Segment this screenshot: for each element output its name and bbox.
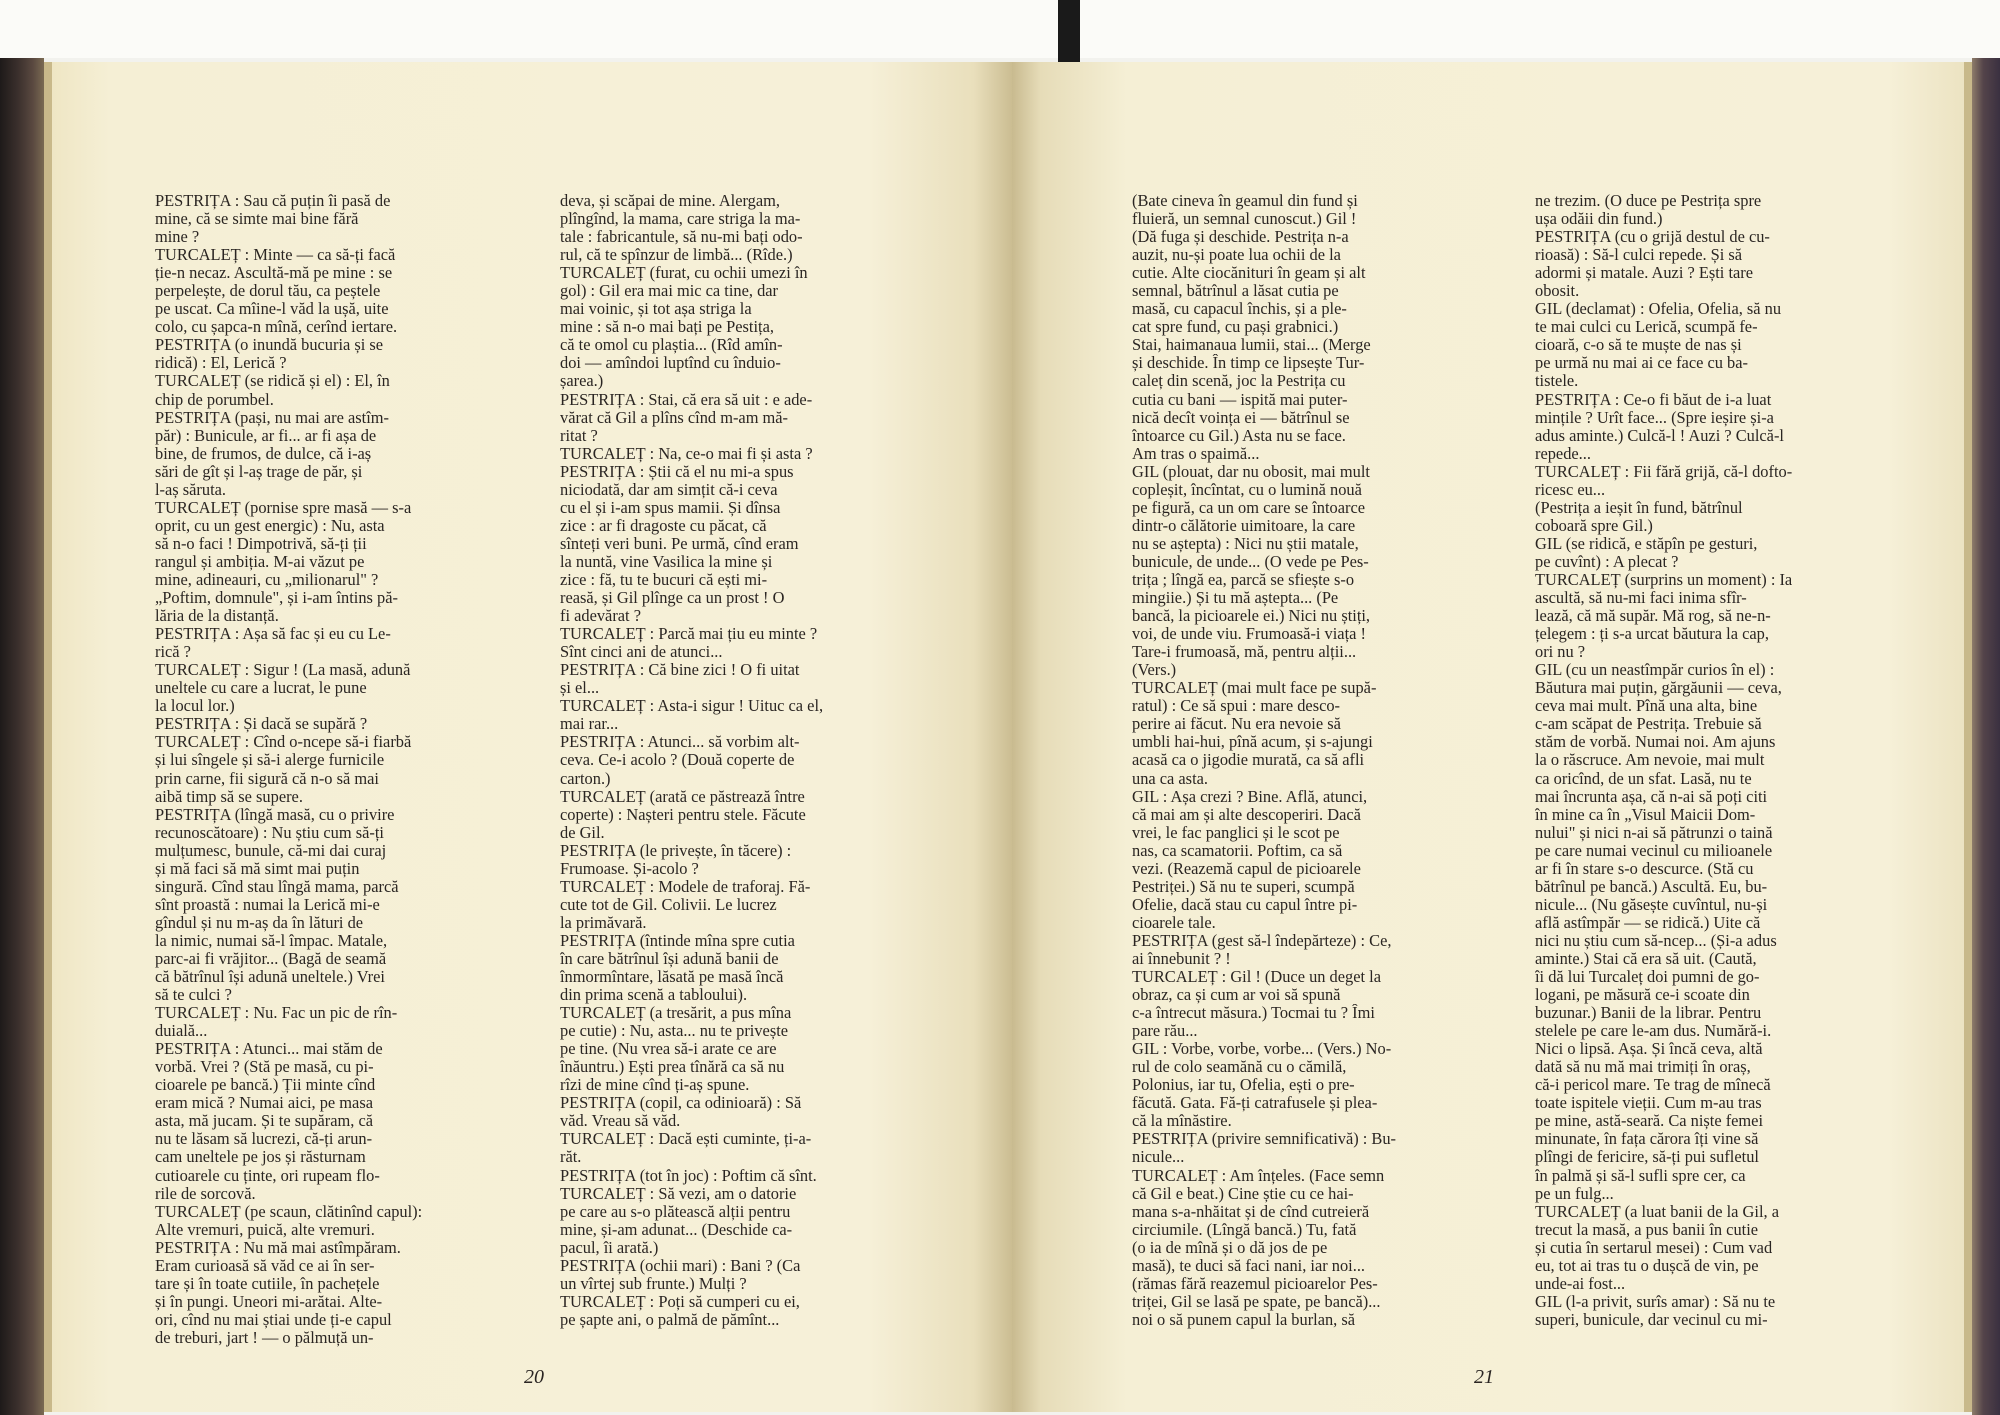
text-line: stelele pe care le-am dus. Numără-i. [1535,1022,1772,1041]
right-page [1012,62,1964,1412]
text-line: ai înnebunit ? ! [1132,949,1231,968]
text-line: cat spre fund, cu pași grabnici.) [1132,318,1339,337]
text-line: vrei, le fac panglici și le scot pe [1132,823,1340,842]
text-line: triței, Gil se lasă pe spate, pe bancă)... [1132,1292,1381,1311]
text-line: PESTRIȚA : Stai, că era să uit : e ade- [560,390,813,409]
text-line: GIL (l-a privit, surîs amar) : Să nu te [1535,1292,1776,1311]
text-line: ridică) : El, Lerică ? [155,354,287,373]
text-line: eram mică ? Numai aici, pe masa [155,1094,373,1113]
text-line: rîzi de mine cînd ți-aș spune. [560,1076,750,1095]
text-line: plîngi de fericire, să-ți pui sufletul [1535,1148,1759,1167]
text-line: Sînt cinci ani de atunci... [560,643,723,662]
text-line: PESTRIȚA : Ce-o fi băut de i-a luat [1535,390,1772,409]
text-line: aminte.) Stai că era să uit. (Caută, [1535,949,1757,968]
text-line: pe cuvînt) : A plecat ? [1535,552,1679,571]
text-line: zice : fă, tu te bucuri că ești mi- [560,570,768,589]
text-line: PESTRIȚA (le privește, în tăcere) : [560,841,792,860]
text-line: mana s-a-nhăitat și de cînd cutreieră [1132,1202,1370,1221]
text-line: mai voinic, și tot așa striga la [560,300,752,319]
text-line: mingiie.) Și tu mă aștepta... (Pe [1132,589,1339,608]
text-line: pe figură, ca un om care se întoarce [1132,498,1365,517]
text-line: TURCALEȚ (arată ce păstrează între [560,787,805,806]
text-line: în care bătrînul își adună banii de [560,949,779,968]
text-line: TURCALEȚ : Am înțeles. (Face semn [1132,1166,1385,1185]
text-line: cioarele pe bancă.) Ții minte cînd [155,1076,376,1095]
text-line: PESTRIȚA : Că bine zici ! O fi uitat [560,661,800,680]
text-line: cutie. Alte ciocănituri în geam și alt [1132,264,1366,283]
text-line: îi dă lui Turcaleț doi pumni de go- [1535,968,1760,987]
text-line: văd. Vreau să văd. [560,1112,681,1131]
text-line: TURCALEȚ (pe scaun, clătinînd capul): [155,1202,423,1221]
text-line: nici nu știu cum să-ncep... (Și-a adus [1535,931,1777,950]
text-line: că te omol cu plaștia... (Rîd amîn- [560,336,783,355]
text-line: pe mine, astă-seară. Ca niște femei [1535,1112,1764,1131]
text-line: PESTRIȚA : Știi că el nu mi-a spus [560,462,794,481]
text-line: Tare-i frumoasă, mă, pentru alții... [1132,643,1357,662]
text-line: PESTRIȚA : Atunci... mai stăm de [155,1040,383,1059]
text-line: rioasă) : Să-l culci repede. Și să [1535,246,1743,265]
left-page [52,62,1012,1412]
text-line: pe cutie) : Nu, asta... nu te privește [560,1022,789,1041]
text-line: sări de gît și l-aș trage de păr, și [155,462,363,481]
text-line: TURCALEȚ : Minte — ca să-ți facă [155,246,396,265]
left-page-column-2 [560,192,908,1329]
text-line: fi adevărat ? [560,607,641,626]
text-line: ori nu ? [1535,643,1586,662]
text-line: mine, și-am adunat... (Deschide ca- [560,1220,793,1239]
text-line: caleț din scenă, joc la Pestrița cu [1132,372,1346,391]
text-line: acasă ca o jigodie murată, ca să afli [1132,751,1365,770]
text-line: obosit. [1535,282,1580,301]
text-line: (o ia de mînă și o dă jos de pe [1132,1238,1328,1257]
text-line: mai rar... [560,715,619,734]
text-line: nas, ca scamatorii. Poftim, ca să [1132,841,1343,860]
text-line: trecut la masă, a pus banii în cutie [1535,1220,1759,1239]
text-line: TURCALEȚ : Cînd o-ncepe să-i fiarbă [155,733,412,752]
text-line: masă, cu capacul închis, și a ple- [1132,300,1347,319]
text-line: GIL (se ridică, e stăpîn pe gesturi, [1535,534,1758,553]
text-line: află astîmpăr — se ridică.) Uite că [1535,913,1761,932]
text-line: pe care au s-o plătească alții pentru [560,1202,791,1221]
text-line: nu te lăsam să lucrezi, că-ți arun- [155,1130,373,1149]
text-line: răt. [560,1148,582,1167]
text-line: ne trezim. (O duce pe Pestrița spre [1535,192,1762,210]
text-line: bine, de frumos, de dulce, că i-aș [155,444,372,463]
text-line: rangul și ambiția. M-ai văzut pe [155,552,365,571]
text-line: (Pestrița a ieșit în fund, bătrînul [1535,498,1743,517]
text-line: semnal, bătrînul a lăsat cutia pe [1132,282,1339,301]
text-line: cutioarele cu ținte, ori rupeam flo- [155,1166,380,1185]
text-line: mulțumesc, bunule, că-mi dai curaj [155,841,387,860]
text-line: în mine ca în „Visul Maicii Dom- [1535,805,1756,824]
text-line: mine ? [155,228,200,247]
text-line: cu el și i-am spus mamii. Și dînsa [560,498,781,517]
right-page-column-1 [1132,192,1480,1329]
text-line: plîngînd, la mama, care striga la ma- [560,210,801,229]
text-line: cam uneltele pe jos și răsturnam [155,1148,366,1167]
text-line: oprit, cu un gest energic) : Nu, asta [155,516,385,535]
text-line: TURCALEȚ (a tresărit, a pus mîna [560,1004,792,1023]
text-line: c-am scăpat de Pestrița. Trebuie să [1535,715,1762,734]
text-line: colo, cu șapca-n mînă, cerînd iertare. [155,318,398,337]
text-line: auzit, nu-și poate lua ochii de la [1132,246,1341,265]
page-number-right: 21 [1474,1366,1494,1388]
text-line: masă), te duci să faci nani, iar noi... [1132,1256,1366,1275]
text-line: coperte) : Nașteri pentru stele. Făcute [560,805,806,824]
text-line: pe un fulg... [1535,1184,1614,1203]
text-line: copleșit, încîntat, cu o lumină nouă [1132,480,1362,499]
text-line: șarea.) [560,372,604,391]
text-line: ricesc eu... [1535,480,1606,499]
text-line: (rămas fără reazemul picioarelor Pes- [1132,1274,1378,1293]
text-line: Ofelie, dacă stau cu capul între pi- [1132,895,1358,914]
spine-shadow [1058,0,1080,62]
text-line: PESTRIȚA : Nu mă mai astîmpăram. [155,1238,401,1257]
text-line: și cutia în sertarul mesei) : Cum vad [1535,1238,1773,1257]
text-line: PESTRIȚA : Așa să fac și eu cu Le- [155,625,391,644]
text-line: PESTRIȚA (întinde mîna spre cutia [560,931,795,950]
text-line: la locul lor.) [155,697,235,716]
text-line: minunate, în fața cărora îți vine să [1535,1130,1759,1149]
text-line: te mai culci cu Lerică, scumpă fe- [1535,318,1758,337]
text-line: sînteți veri buni. Pe urmă, cînd eram [560,534,799,553]
text-line: că-i pericol mare. Te trag de mînecă [1535,1076,1771,1095]
text-line: TURCALEȚ : Sigur ! (La masă, adună [155,661,411,680]
text-line: și lui sîngele și să-i alerge furnicile [155,751,385,770]
left-page-column-1 [155,192,503,1347]
text-line: „Poftim, domnule", și i-am întins pă- [155,589,398,608]
text-line: TURCALEȚ (pornise spre masă — s-a [155,498,412,517]
text-line: pe tine. (Nu vrea să-i arate ce are [560,1040,777,1059]
text-line: recunoscătoare) : Nu știu cum să-ți [155,823,384,842]
text-line: nicule... [1132,1148,1185,1167]
text-line: chip de porumbel. [155,390,274,409]
text-line: ritat ? [560,426,598,445]
text-line: reasă, și Gil plînge ca un prost ! O [560,589,785,608]
text-line: și în pungi. Uneori mi-arătai. Alte- [155,1292,383,1311]
text-line: repede... [1535,444,1591,463]
text-line: PESTRIȚA (ochii mari) : Bani ? (Ca [560,1256,801,1275]
text-line: cute tot de Gil. Colivii. Le lucrez [560,895,777,914]
text-line: singură. Cînd stau lîngă mama, parcă [155,877,399,896]
text-line: una ca asta. [1132,769,1208,788]
text-line: și mă faci să mă simt mai puțin [155,859,360,878]
text-line: mine : să n-o mai bați pe Pestița, [560,318,774,337]
text-line: ca oricînd, de un sfat. Lasă, nu te [1535,769,1752,788]
text-line: PESTRIȚA (tot în joc) : Poftim că sînt. [560,1166,817,1185]
text-line: TURCALEȚ : Modele de traforaj. Fă- [560,877,811,896]
text-line: cioară, c-o să te muște de nas și [1535,336,1742,355]
text-line: rică ? [155,643,191,662]
text-line: PESTRIȚA : Sau că puțin îi pasă de [155,192,391,210]
text-line: făcută. Gata. Fă-ți catrafusele și plea- [1132,1094,1378,1113]
text-line: vorbă. Vrei ? (Stă pe masă, cu pi- [155,1058,374,1077]
text-line: să n-o faci ! Dimpotrivă, să-ți ții [155,534,367,553]
text-line: ceva mai mult. Pînă una alta, bine [1535,697,1758,716]
text-line: GIL (declamat) : Ofelia, Ofelia, să nu [1535,300,1782,319]
text-line: adus aminte.) Culcă-l ! Auzi ? Culcă-l [1535,426,1784,445]
text-line: și deschide. În timp ce lipsește Tur- [1132,354,1365,373]
text-line: eu, tot ai tras tu o dușcă de vin, pe [1535,1256,1759,1275]
text-line: că mai am și alte descoperiri. Dacă [1132,805,1361,824]
book-cover-right [1972,58,2000,1415]
text-line: Frumoase. Și-acolo ? [560,859,699,878]
text-line: cutia cu bani — ispită mai puter- [1132,390,1348,409]
text-line: dată să nu mă mai trimiți în oraș, [1535,1058,1751,1077]
text-line: rile de sorcovă. [155,1184,256,1203]
text-line: carton.) [560,769,611,788]
text-line: asta, mă jucam. Și te supăram, că [155,1112,374,1131]
text-line: PESTRIȚA : Atunci... să vorbim alt- [560,733,800,752]
text-line: bancă, la picioarele ei.) Nici nu știți, [1132,607,1371,626]
text-line: gol) : Gil era mai mic ca tine, dar [560,282,779,301]
text-line: PESTRIȚA (gest să-l îndepărteze) : Ce, [1132,931,1392,950]
text-line: c-a întrecut măsura.) Tocmai tu ? Îmi [1132,1004,1375,1023]
text-line: uneltele cu care a lucrat, le pune [155,679,367,698]
text-line: Eram curioasă să văd ce ai în ser- [155,1256,375,1275]
text-line: voi, de unde viu. Frumoasă-i viața ! [1132,625,1366,644]
text-line: TURCALEȚ (se ridică și el) : El, în [155,372,390,391]
text-line: de treburi, jart ! — o pălmuță un- [155,1328,374,1347]
text-line: superi, bunicule, dar vecinul cu mi- [1535,1310,1768,1329]
text-line: ar fi în stare s-o descurce. (Stă cu [1535,859,1754,878]
text-line: TURCALEȚ : Gil ! (Duce un deget la [1132,968,1381,987]
text-line: l-aș săruta. [155,480,226,499]
text-line: PESTRIȚA (cu o grijă destul de cu- [1535,228,1770,247]
text-line: GIL : Vorbe, vorbe, vorbe... (Vers.) No- [1132,1040,1392,1059]
text-line: TURCALEȚ : Să vezi, am o datorie [560,1184,797,1203]
text-line: un vîrtej sub frunte.) Mulți ? [560,1274,747,1293]
page-edges-left [44,62,52,1412]
text-line: parc-ai fi vrăjitor... (Bagă de seamă [155,949,387,968]
text-line: bătrînul pe bancă.) Ascultă. Eu, bu- [1535,877,1768,896]
text-line: niciodată, dar am simțit că-i ceva [560,480,778,499]
text-line: înăuntru.) Ești prea tînără ca să nu [560,1058,785,1077]
page-number-left: 20 [524,1366,544,1388]
text-line: stăm de vorbă. Numai noi. Am ajuns [1535,733,1776,752]
text-line: mine, adineauri, cu „milionarul" ? [155,570,379,589]
text-line: rul de colo seamănă cu o cămilă, [1132,1058,1347,1077]
text-line: cioarele tale. [1132,913,1216,932]
text-line: TURCALEȚ : Poți să cumperi cu ei, [560,1292,800,1311]
text-line: PESTRIȚA (copil, ca odinioară) : Să [560,1094,802,1113]
background-top [0,0,2000,58]
text-line: bunicule, de unde... (O vede pe Pes- [1132,552,1369,571]
text-line: Pestriței.) Să nu te superi, scumpă [1132,877,1355,896]
text-line: din prima scenă a tabloului). [560,986,748,1005]
text-line: să te culci ? [155,986,232,1005]
text-line: GIL (plouat, dar nu obosit, mai mult [1132,462,1370,481]
text-line: noi o să punem capul la burlan, să [1132,1310,1356,1329]
text-line: la o răscruce. Am nevoie, mai mult [1535,751,1765,770]
text-line: nu se aștepta) : Nici nu știi matale, [1132,534,1359,553]
page-edges-right [1964,62,1972,1412]
text-line: nicule... (Nu găsește cuvîntul, nu-și [1535,895,1768,914]
text-line: trița ; lîngă ea, parcă se sfiește s-o [1132,570,1355,589]
text-line: ori, cînd nu mai știai unde ți-e capul [155,1310,392,1329]
text-line: Alte vremuri, puică, alte vremuri. [155,1220,375,1239]
text-line: la primăvară. [560,913,647,932]
text-line: TURCALEȚ : Na, ce-o mai fi și asta ? [560,444,813,463]
text-line: TURCALEȚ (surprins un moment) : Ia [1535,570,1793,589]
text-line: perpelește, de dorul tău, ca peștele [155,282,381,301]
text-line: dintr-o călătorie uimitoare, la care [1132,516,1356,535]
text-line: perire ai făcut. Nu era nevoie să [1132,715,1341,734]
text-line: și el... [560,679,600,698]
text-line: pe uscat. Ca mîine-l văd la ușă, uite [155,300,389,319]
text-line: ușa odăii din fund.) [1535,210,1663,229]
text-line: sînt proastă : numai la Lerică mi-e [155,895,380,914]
text-line: TURCALEȚ : Nu. Fac un pic de rîn- [155,1004,398,1023]
text-line: vărat că Gil a plîns cînd m-am mă- [560,408,789,427]
text-line: mai încrunta așa, că n-ai să poți citi [1535,787,1768,806]
text-line: pacul, îi arată.) [560,1238,659,1257]
text-line: pe șapte ani, o palmă de pămînt... [560,1310,780,1329]
text-line: adormi și matale. Auzi ? Ești tare [1535,264,1754,283]
text-line: nică decît voința ei — bătrînul se [1132,408,1350,427]
text-line: PESTRIȚA : Și dacă se supără ? [155,715,368,734]
text-line: buzunar.) Banii de la librar. Pentru [1535,1004,1762,1023]
text-line: umbli hai-hui, pînă acum, și s-ajungi [1132,733,1373,752]
text-line: TURCALEȚ : Asta-i sigur ! Uituc ca el, [560,697,824,716]
text-line: TURCALEȚ (a luat banii de la Gil, a [1535,1202,1779,1221]
text-line: pe care numai vecinul cu milioanele [1535,841,1773,860]
text-line: mințile ? Urît face... (Spre ieșire și-a [1535,408,1774,427]
text-line: GIL : Așa crezi ? Bine. Află, atunci, [1132,787,1368,806]
text-line: ceva. Ce-i acolo ? (Două coperte de [560,751,795,770]
text-line: ratul) : Ce să spui : mare desco- [1132,697,1341,716]
text-line: (Bate cineva în geamul din fund și [1132,192,1358,210]
text-line: zice : ar fi dragoste cu păcat, că [560,516,767,535]
text-line: de Gil. [560,823,605,842]
text-line: obraz, ca și cum ar voi să spună [1132,986,1341,1005]
text-line: țelegem : ți s-a urcat băutura la cap, [1535,625,1769,644]
text-line: (Vers.) [1132,661,1177,680]
text-line: TURCALEȚ : Parcă mai țiu eu minte ? [560,625,818,644]
text-line: mine, că se simte mai bine fără [155,210,359,229]
text-line: PESTRIȚA (lîngă masă, cu o privire [155,805,395,824]
text-line: în palmă și să-l sufli spre cer, ca [1535,1166,1746,1185]
text-line: păr) : Bunicule, ar fi... ar fi așa de [155,426,377,445]
text-line: tale : fabricantule, să nu-mi bați odo- [560,228,803,247]
text-line: la nuntă, vine Vasilica la mine și [560,552,773,571]
text-line: TURCALEȚ : Fii fără grijă, că-l dofto- [1535,462,1793,481]
text-line: lăria de la distanță. [155,607,279,626]
text-line: tistele. [1535,372,1579,391]
text-line: TURCALEȚ (mai mult face pe supă- [1132,679,1377,698]
text-line: deva, și scăpai de mine. Alergam, [560,192,780,210]
text-line: logani, pe măsură ce-i scoate din [1535,986,1750,1005]
text-line: întoarce cu Gil.) Asta nu se face. [1132,426,1346,445]
text-line: GIL (cu un neastîmpăr curios în el) : [1535,661,1775,680]
text-line: vezi. (Reazemă capul de picioarele [1132,859,1361,878]
text-line: TURCALEȚ : Dacă ești cuminte, ți-a- [560,1130,812,1149]
right-page-column-2 [1535,192,1883,1329]
text-line: Băutura mai puțin, gărgăunii — ceva, [1535,679,1782,698]
text-line: gîndul și nu m-aș da în lături de [155,913,364,932]
text-line: TURCALEȚ (furat, cu ochii umezi în [560,264,808,283]
text-line: Polonius, iar tu, Ofelia, ești o pre- [1132,1076,1355,1095]
text-line: tare și în toate cutiile, în pachețele [155,1274,380,1293]
text-line: doi — amîndoi luptînd cu înduio- [560,354,781,373]
text-line: nului" și nici n-ai să pătrunzi o taină [1535,823,1773,842]
text-line: că bătrînul își adună uneltele.) Vrei [155,968,385,987]
text-line: aibă timp să se supere. [155,787,303,806]
text-line: Am tras o spaimă... [1132,444,1260,463]
text-line: toate ispitele vieții. Cum m-au tras [1535,1094,1762,1113]
text-line: că Gil e beat.) Cine știe cu ce hai- [1132,1184,1354,1203]
text-line: pe urmă nu mai ai ce face cu ba- [1535,354,1748,373]
text-line: rul, că te spînzur de limbă... (Rîde.) [560,246,793,265]
text-line: (Dă fuga și deschide. Pestrița n-a [1132,228,1349,247]
text-line: Stai, haimanaua lumii, stai... (Merge [1132,336,1371,355]
text-line: ascultă, să nu-mi faci inima sfîr- [1535,589,1747,608]
text-line: lează, că mă supăr. Mă rog, să ne-n- [1535,607,1771,626]
text-line: la nimic, numai să-l împac. Matale, [155,931,388,950]
text-line: prin carne, fii sigură că n-o să mai [155,769,379,788]
text-line: coboară spre Gil.) [1535,516,1653,535]
text-line: înmormîntare, lăsată pe masă încă [560,968,784,987]
text-line: ție-n necaz. Ascultă-mă pe mine : se [155,264,393,283]
text-line: pare rău... [1132,1022,1198,1041]
text-line: că la mînăstire. [1132,1112,1232,1131]
text-line: PESTRIȚA (o inundă bucuria și se [155,336,384,355]
text-line: unde-ai fost... [1535,1274,1626,1293]
text-line: PESTRIȚA (pași, nu mai are astîm- [155,408,389,427]
text-line: circiumile. (Lîngă bancă.) Tu, fată [1132,1220,1357,1239]
text-line: duială... [155,1022,208,1041]
text-line: Nici o lipsă. Așa. Și încă ceva, altă [1535,1040,1763,1059]
book-cover-left [0,58,44,1415]
text-line: fluieră, un semnal cunoscut.) Gil ! [1132,210,1357,229]
text-line: PESTRIȚA (privire semnificativă) : Bu- [1132,1130,1397,1149]
